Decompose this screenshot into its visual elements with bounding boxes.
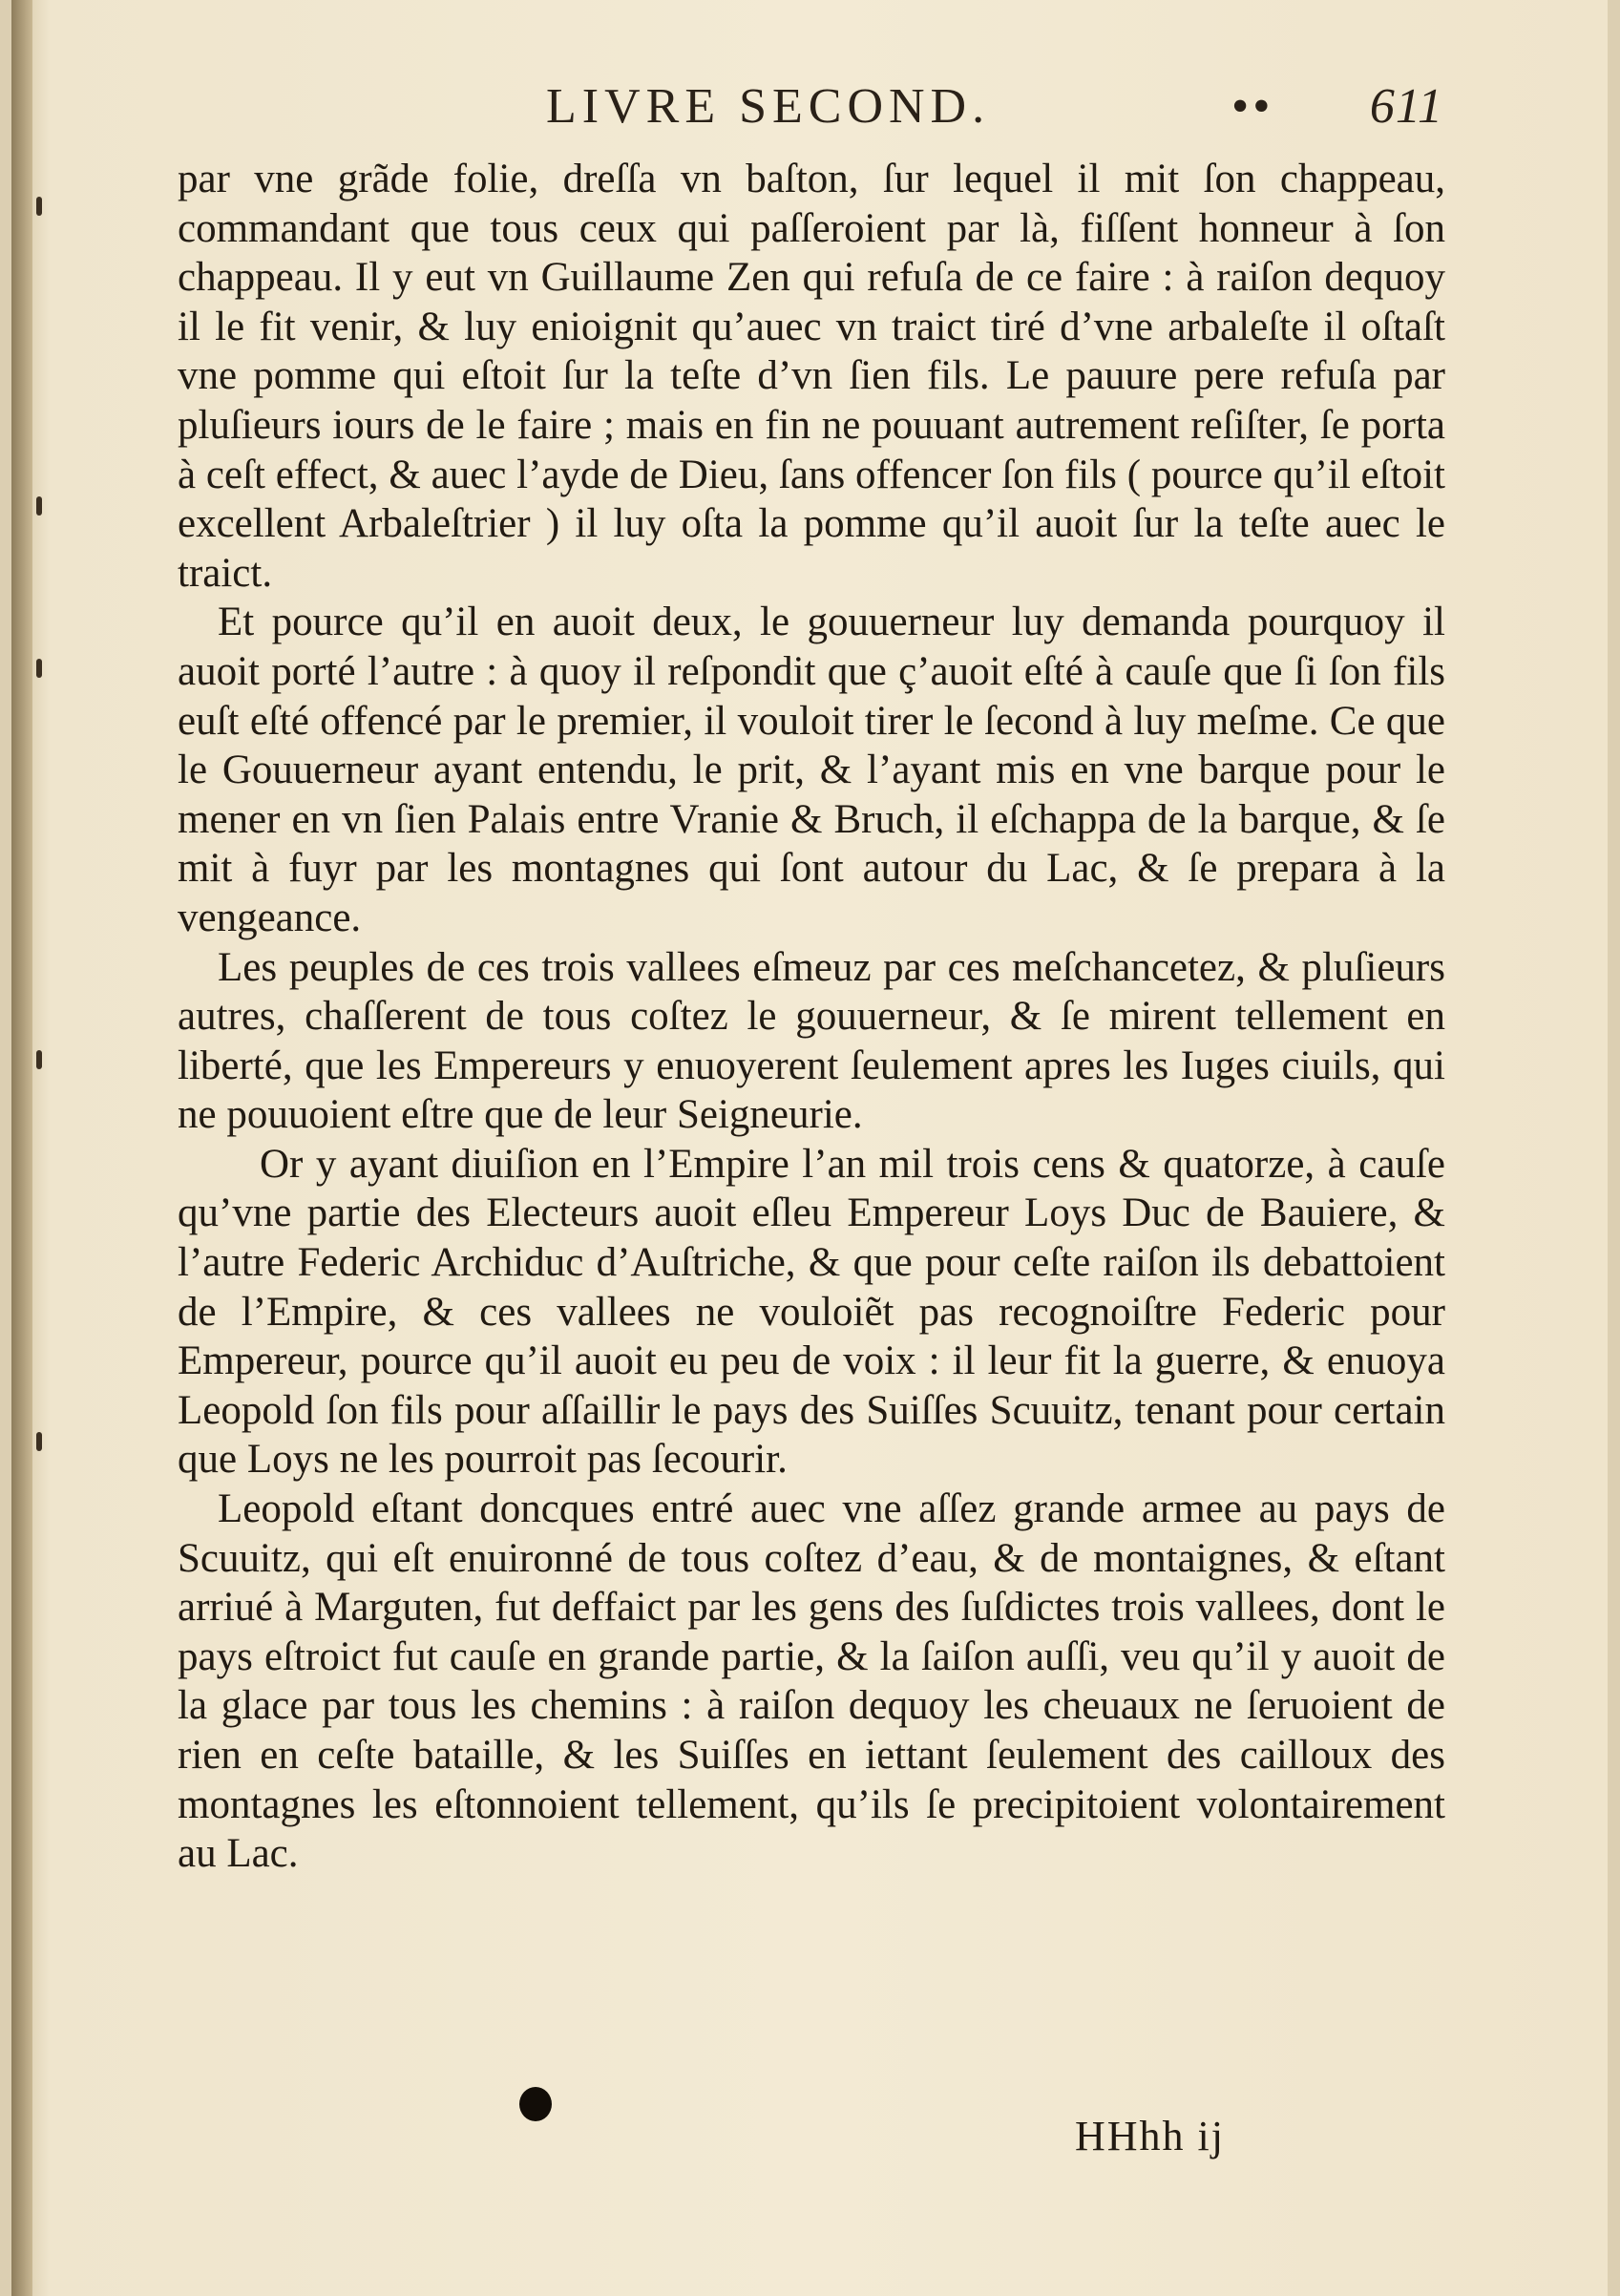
page-number: 611 xyxy=(1369,79,1443,134)
paragraph: Or y ayant diuiſion en l’Empire l’an mil trois cens & quatorze, à cauſe qu’vne partie des Electeurs auoit eſleu Empereur Loys Duc de Bauiere, & l’autre Federic Archiduc d’Auſtriche, & que pour ceſte raiſon ils debattoient de l’Empire, & ces vallees ne vouloiẽt pas recognoiſtre Federic pour Empereur, pource qu’il auoit eu peu de voix : il leur fit la guerre, & enuoya Leopold ſon fils pour aſſaillir le pays des Suiſſes Scuuitz, tenant pour certain que Loys ne les pourroit pas ſecourir. xyxy=(178,1141,1445,1483)
edge-mark xyxy=(36,1050,42,1069)
header-ornament: •• xyxy=(1231,79,1274,134)
book-page xyxy=(11,0,1608,2296)
signature-mark: HHhh ij xyxy=(1075,2113,1225,2159)
edge-mark xyxy=(36,659,42,678)
edge-mark xyxy=(36,496,42,516)
edge-mark xyxy=(36,197,42,216)
paragraph: Les peuples de ces trois vallees eſmeuz par ces meſchancetez, & pluſieurs autres, chaſſerent de tous coſtez le gouuerneur, & ſe mirent tellement en liberté, que les Empereurs y enuoyerent ſeulement apres les Iuges ciuils, qui ne pouuoient eſtre que de leur Seigneurie. xyxy=(178,944,1445,1138)
edge-mark xyxy=(36,1432,42,1451)
running-title: LIVRE SECOND. xyxy=(546,79,991,134)
ink-blot xyxy=(519,2087,552,2121)
page-gutter xyxy=(11,0,32,2296)
body-text xyxy=(178,155,1445,1879)
running-header xyxy=(546,78,1443,145)
paragraph: Leopold eſtant doncques entré auec vne aſſez grande armee au pays de Scuuitz, qui eſt enuironné de tous coſtez d’eau, & de montaignes, & eſtant arriué à Marguten, fut deffaict par les gens des ſuſdictes trois vallees, dont le pays eſtroict fut cauſe en grande partie, & la ſaiſon auſſi, veu qu’il y auoit de la glace par tous les chemins : à raiſon dequoy les cheuaux ne ſeruoient de rien en ceſte bataille, & les Suiſſes en iettant ſeulement des cailloux des montagnes les eſtonnoient tellement, qu’ils ſe precipitoient volontairement au Lac. xyxy=(178,1486,1445,1877)
paragraph: par vne grãde folie, dreſſa vn baſton, ſur lequel il mit ſon chappeau, commandant que tous ceux qui paſſeroient par là, fiſſent honneur à ſon chappeau. Il y eut vn Guillaume Zen qui refuſa de ce faire : à raiſon dequoy il le fit venir, & luy enioignit qu’auec vn traict tiré d’vne arbaleſte il oſtaſt vne pomme qui eſtoit ſur la teſte d’vn ſien fils. Le pauure pere refuſa par pluſieurs iours de le faire ; mais en fin ne pouuant autrement reſiſter, ſe porta à ceſt effect, & auec l’ayde de Dieu, ſans offencer ſon fils ( pource qu’il eſtoit excellent Arbaleſtrier ) il luy oſta la pomme qu’il auoit ſur la teſte auec le traict. xyxy=(178,157,1445,596)
paragraph: Et pource qu’il en auoit deux, le gouuerneur luy demanda pourquoy il auoit porté l’autre : à quoy il reſpondit que ç’auoit eſté à cauſe que ſi ſon fils euſt eſté offencé par le premier, il vouloit tirer le ſecond à luy meſme. Ce que le Gouuerneur ayant entendu, le prit, & l’ayant mis en vne barque pour le mener en vn ſien Palais entre Vranie & Bruch, il eſchappa de la barque, & ſe mit à fuyr par les montagnes qui ſont autour du Lac, & ſe prepara à la vengeance. xyxy=(178,600,1445,940)
